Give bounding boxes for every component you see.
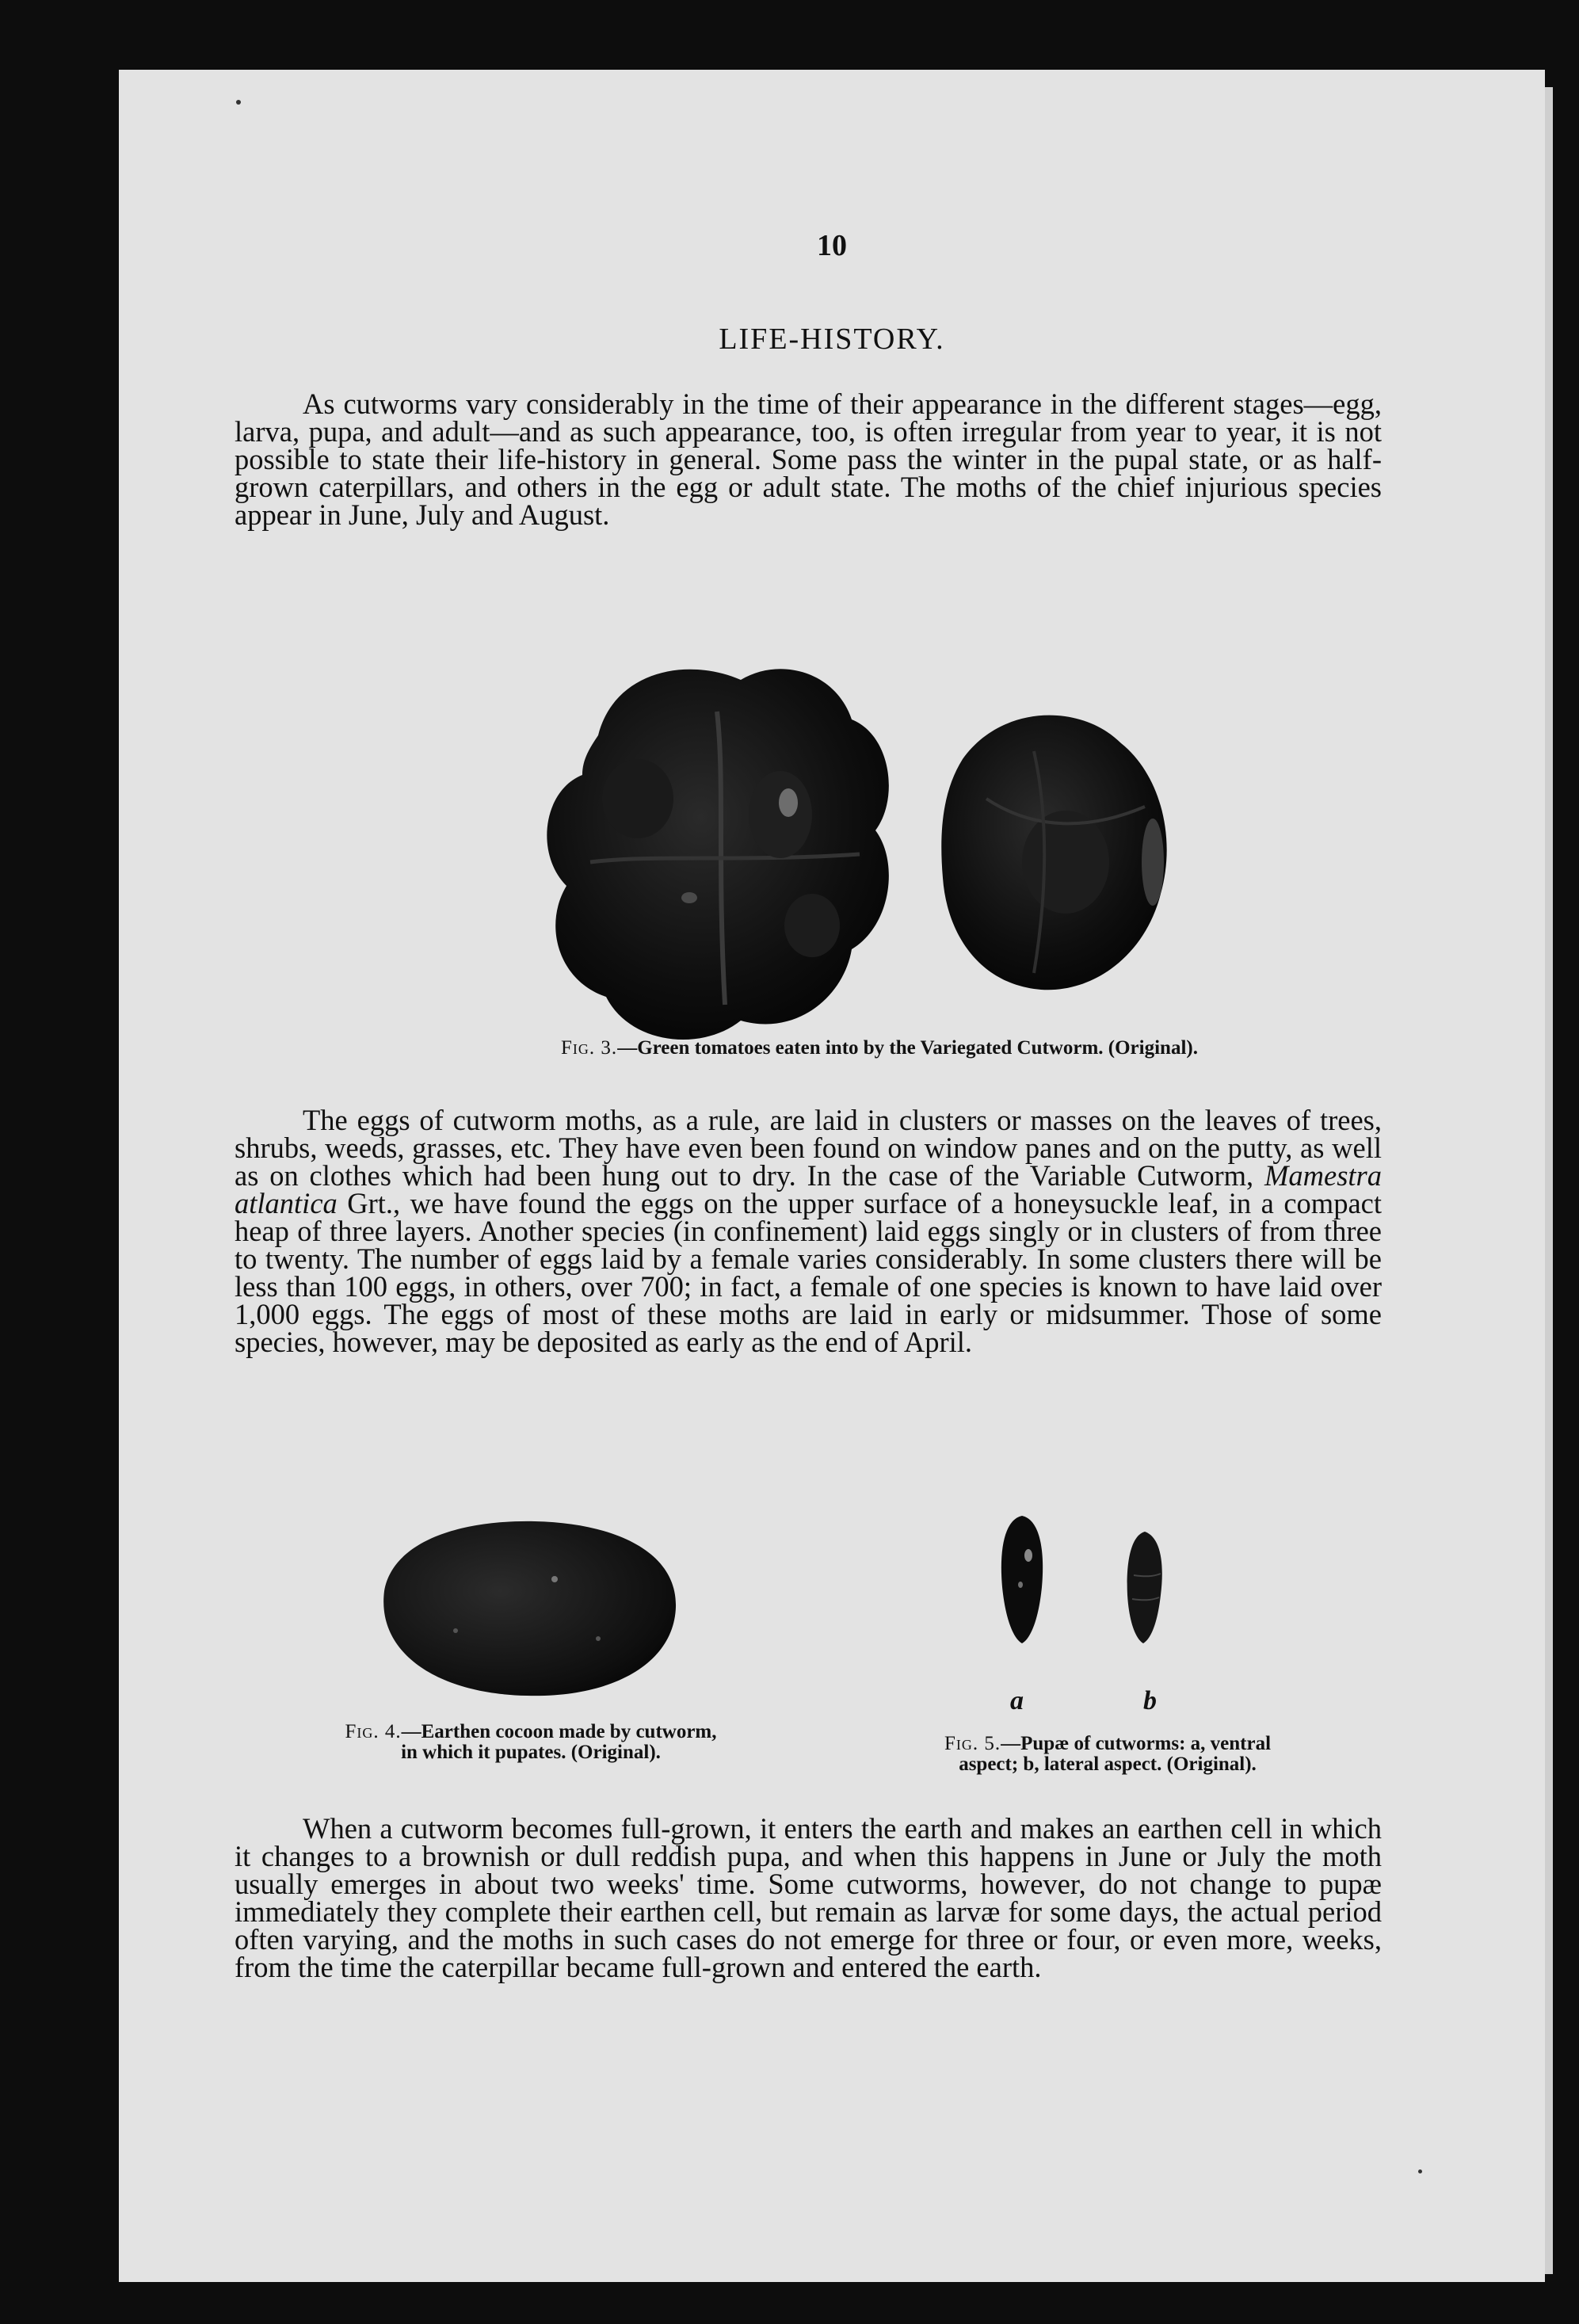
species-name-italic: Mamestra atlantica [235,1159,1382,1219]
fig4-caption [269,1722,792,1763]
scan-speck [236,100,241,105]
tomato-large-illustration [547,669,889,1040]
page-number: 10 [817,229,847,262]
fig4-caption-line2: in which it pupates. (Original). [401,1742,661,1763]
fig4-label: Fig. 4. [345,1721,402,1742]
fig5a-pupa-ventral-illustration [994,1512,1050,1647]
fig3-label: Fig. 3. [561,1037,618,1059]
section-title: LIFE-HISTORY. [719,322,945,356]
body-paragraph-life-history-intro: As cutworms vary considerably in the time of their appearance in the different stages—egg, larva, pupa, and adult—and as such appearance, too, is often irregular from year to year, it is not possible to state their life-history in general. Some pass the winter in the pupal state, or as half-grown caterpillars, and others in the egg or adult state. The moths of the chief injurious species appear in June, July and August. [235,387,1382,531]
fig3-caption-text: —Green tomatoes eaten into by the Variegated Cutworm. (Original). [617,1037,1198,1059]
fig5-letter-a: a [1010,1686,1024,1715]
fig5-caption [870,1734,1345,1775]
fig5-caption-line2: aspect; b, lateral aspect. (Original). [959,1753,1257,1775]
fig5-caption-text-1: —Pupæ of cutworms: a, ventral [1001,1733,1272,1754]
eggs-paragraph-text-before: The eggs of cutworm moths, as a rule, are laid in clusters or masses on the leaves of trees, shrubs, weeds, grasses, etc. They have even been found on window panes and on the putty, as well as on clothes which had been hung out to dry. In the case of the Variable Cutworm, [235,1104,1382,1192]
fig5b-pupa-lateral-illustration [1121,1528,1169,1647]
eggs-paragraph-text-after: Grt., we have found the eggs on the upper surface of a honeysuckle leaf, in a compact heap of three layers. Another species (in confinement) laid eggs singly or in clusters of from three to twenty. The number of eggs laid by a female varies considerably. In some clusters there will be less than 100 eggs, in others, over 700; in fact, a female of one species is known to have laid over 1,000 eggs. The eggs of most of these moths are laid in early or midsummer. Those of some species, however, may be deposited as early as the end of April. [235,1187,1382,1358]
book-page [119,70,1545,2282]
fig3-tomatoes-illustration [479,624,1272,1100]
fig4-cocoon-illustration [360,1504,685,1710]
scan-speck [1418,2169,1422,2173]
tomato-small-illustration [941,716,1166,990]
fig3-caption [404,1038,1355,1059]
fig5-letter-b: b [1143,1686,1157,1715]
fig4-caption-text-1: —Earthen cocoon made by cutworm, [401,1721,717,1742]
fig5-label: Fig. 5. [944,1733,1001,1754]
body-paragraph-pupation: When a cutworm becomes full-grown, it enters the earth and makes an earthen cell in which it changes to a brownish or dull reddish pupa, and when this happens in June or July the moth usually emerges in about two weeks' time. Some cutworms, however, do not change to pupæ immediately they complete their earthen cell, but remain as larvæ for some days, the actual period often varying, and the moths in such cases do not emerge for three or four, or even more, weeks, from the time the caterpillar became full-grown and entered the earth. [235,1812,1382,1983]
fig4-caption-line1 [269,1722,792,1742]
body-paragraph-eggs [235,1106,1382,1356]
fig5-caption-line1 [870,1734,1345,1754]
